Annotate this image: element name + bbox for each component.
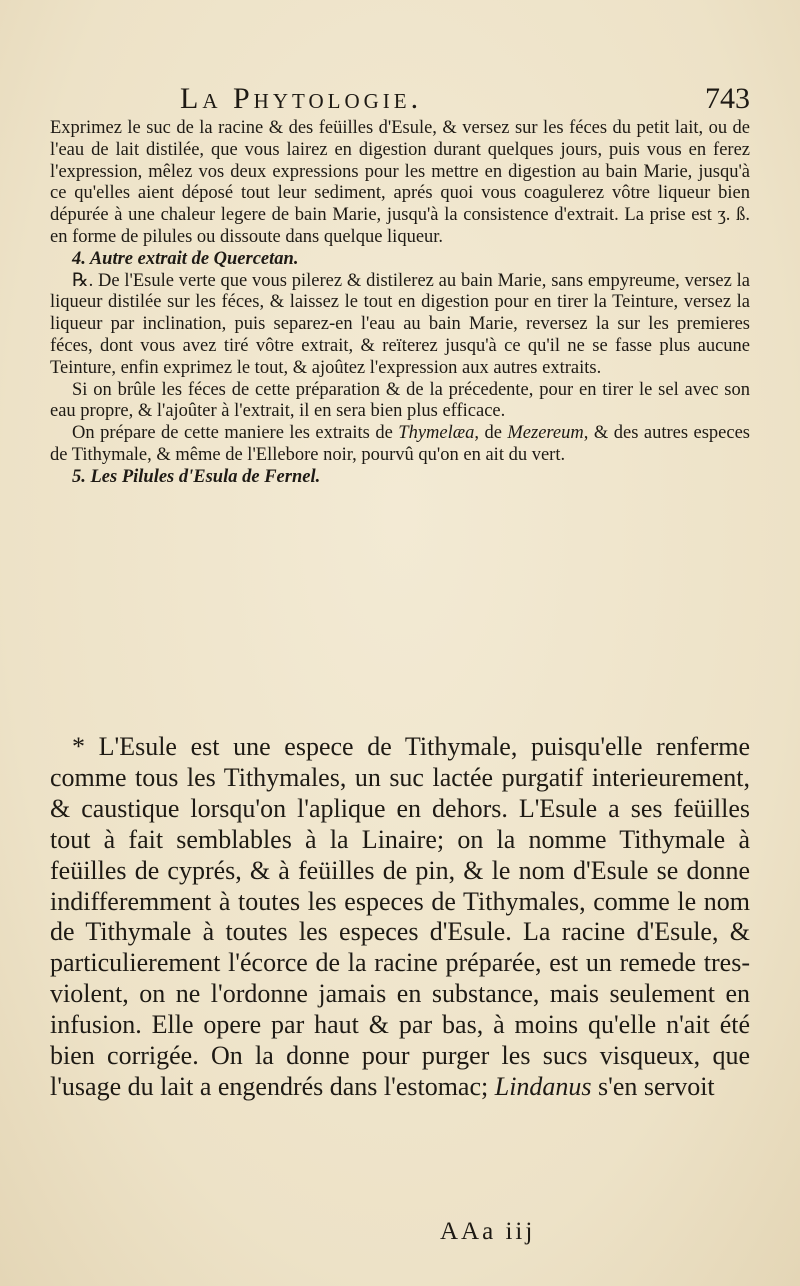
text-fragment: , & des autres especes de Tithymale, & même de l'Ellebore noir, pourvû qu'on en ait du vert.: [50, 423, 751, 465]
plant-name-thymelaea: Thymelæa: [398, 423, 475, 444]
signature-mark: AAa iij: [440, 1218, 536, 1245]
running-title: La Phytologie.: [180, 82, 423, 115]
plant-name-mezereum: Mezereum: [507, 423, 584, 444]
paragraph-other-extracts: [50, 423, 750, 467]
page-header: [50, 82, 750, 122]
text-fragment: , de: [474, 423, 508, 444]
paragraph-quercetan-recipe: ℞. De l'Esule verte que vous pilerez & distilerez au bain Marie, sans empyreume, versez la liqueur distilée sur les féces, & laissez le tout en digestion pour en tirer la Teinture, versez la liqueur par inclination, puis separez-en l'eau au bain Marie, reversez la sur les premieres féces, dont vous avez tiré vôtre extrait, & reïterez jusqu'à ce qu'il ne se fasse plus aucune Teinture, enfin exprimez le tout, & ajoûtez l'expression aux autres extraits.: [50, 270, 750, 378]
note-text: * L'Esule est une espece de Tithymale, puisqu'elle renferme comme tous les Tithymales, un suc lactée purgatif interieurement, & caustique lorsqu'on l'aplique en dehors. L'Esule a ses feüilles tout à fait semblables à la Linaire; on la nomme Tithymale à feüilles de cyprés, & à feüilles de pin, & le nom d'Esule se donne indifferemment à toutes les especes de Tithymales, comme le nom de Tithymale à toutes les especes d'Esule. La racine d'Esule, & particulierement l'écorce de la racine préparée, est un remede tres-violent, on ne l'ordonne jamais en substance, mais seulement en infusion. Elle opere par haut & par bas, à moins qu'elle n'ait été bien corrigée. On la donne pour purger les sucs visqueux, que l'usage du lait a engendrés dans l'estomac;: [50, 732, 750, 1101]
text-fragment: On prépare de cette maniere les extraits de: [72, 423, 399, 444]
author-name-lindanus: Lindanus: [494, 1071, 592, 1101]
paragraph-extract-esula: Exprimez le suc de la racine & des feüilles d'Esule, & versez sur les féces du petit lait, ou de l'eau de lait distilée, que vous lairez en digestion durant quelques jours, puis vous en ferez l'expression, mêlez vos deux expressions pour les mettre en digestion au bain Marie, jusqu'à ce qu'elles aient déposé tout leur sediment, aprés quoi vous coagulerez vôtre liqueur bien dépurée à une chaleur legere de bain Marie, jusqu'à la consistence d'extrait. La prise est ʒ. ß. en forme de pilules ou dissoute dans quelque liqueur.: [50, 118, 750, 247]
paragraph-burn-feces: Si on brûle les féces de cette préparation & de la précedente, pour en tirer le sel avec son eau propre, & l'ajoûter à l'extrait, il en sera bien plus efficace.: [50, 379, 750, 422]
note-text-end: s'en servoit: [591, 1071, 715, 1101]
heading-fernel-pills: 5. Les Pilules d'Esula de Fernel.: [72, 466, 321, 487]
recipe-section: [50, 118, 750, 489]
commentary-note: [50, 732, 750, 1103]
page-number: 743: [705, 82, 750, 115]
heading-quercetan-extract: 4. Autre extrait de Quercetan.: [72, 248, 299, 269]
note-paragraph: [50, 732, 750, 1103]
